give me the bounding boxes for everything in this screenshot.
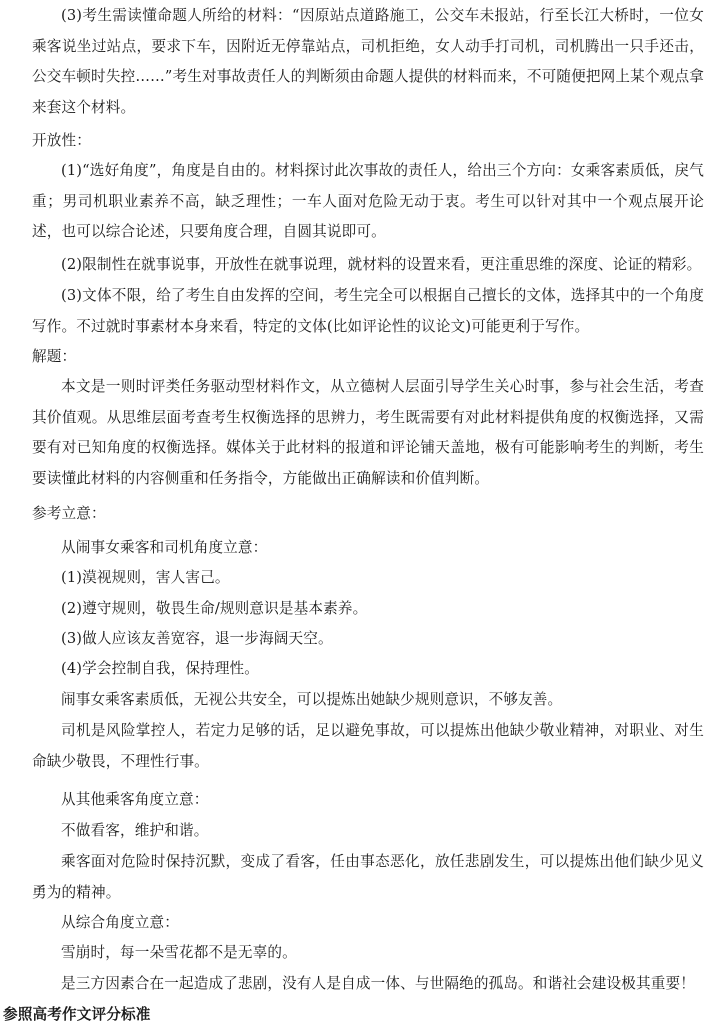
paragraph-choose-angle: (1)“选好角度”，角度是自由的。材料探讨此次事故的责任人，给出三个方向：女乘客素质低，戾气重；男司机职业素养不高，缺乏理性；一车人面对危险无动于衷。考生可以针对其中一个观点展开论述，也可以综合论述，只要角度合理，自圆其说即可。 [32,162,704,240]
list-item: 闹事女乘客素质低，无视公共安全，可以提炼出她缺少规则意识，不够友善。 [61,691,563,708]
list-item: (3)做人应该友善宽容，退一步海阔天空。 [61,630,333,647]
list-item: 不做看客，维护和谐。 [61,822,209,839]
paragraph-material-reading: (3)考生需读懂命题人所给的材料：“因原站点道路施工，公交车未报站，行至长江大桥时，一位女乘客说坐过站点，要求下车，因附近无停靠站点，司机拒绝，女人动手打司机，司机腾出一只手还击，公交车顿时失控……”考生对事故责任人的判断须由命题人提供的材料而来，不可随便把网上某个观点拿来套这个材料。 [32,7,704,116]
heading-jieti: 解题： [32,348,77,365]
list-item: 从综合角度立意： [61,914,179,931]
heading-reference: 参考立意： [32,505,106,522]
paragraph-genre: (3)文体不限，给了考生自由发挥的空间，考生完全可以根据自己擅长的文体，选择其中的一个角度写作。不过就时事素材本身来看，特定的文体(比如评论性的议论文)可能更利于写作。 [32,287,704,335]
list-item: (1)漠视规则，害人害己。 [61,569,230,586]
paragraph-explanation: 本文是一则时评类任务驱动型材料作文，从立德树人层面引导学生关心时事，参与社会生活，考查其价值观。从思维层面考查考生权衡选择的思辨力，考生既需要有对此材料提供角度的权衡选择，又需要有对已知角度的权衡选择。媒体关于此材料的报道和评论铺天盖地，极有可能影响考生的判断，考生要读懂此材料的内容侧重和任务指令，方能做出正确解读和价值判断。 [32,378,704,487]
list-item: 从其他乘客角度立意： [61,791,209,808]
list-item: 雪崩时，每一朵雪花都不是无辜的。 [61,944,297,961]
heading-openness: 开放性： [32,132,91,149]
list-item: (2)遵守规则，敬畏生命/规则意识是基本素养。 [61,600,368,617]
paragraph-driver: 司机是风险掌控人，若定力足够的话，足以避免事故，可以提炼出他缺少敬业精神，对职业、对生命缺少敬畏，不理性行事。 [32,722,704,770]
list-item: 是三方因素合在一起造成了悲剧，没有人是自成一体、与世隔绝的孤岛。和谐社会建设极其重要！ [61,975,695,992]
paragraph-passengers: 乘客面对危险时保持沉默，变成了看客，任由事态恶化，放任悲剧发生，可以提炼出他们缺少见义勇为的精神。 [32,853,704,901]
list-item: (4)学会控制自我，保持理性。 [61,660,260,677]
paragraph-restriction: (2)限制性在就事说事，开放性在就事说理，就材料的设置来看，更注重思维的深度、论证的精彩。 [61,256,702,273]
list-item: 从闹事女乘客和司机角度立意： [61,539,268,556]
heading-scoring-standard: 参照高考作文评分标准 [3,1006,151,1023]
